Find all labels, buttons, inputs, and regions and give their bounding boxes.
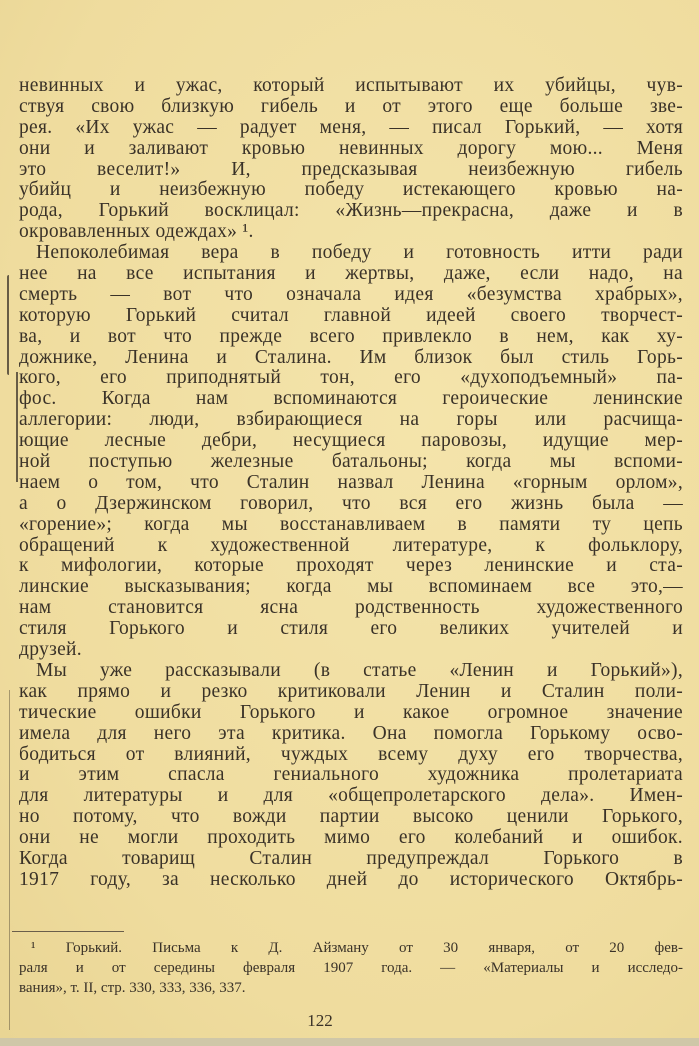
text-line: которую Горький считал главной идеей своего творчест- (19, 304, 683, 326)
text-line: стиля Горького и стиля его великих учителей и (19, 618, 683, 640)
text-line: нее на все испытания и жертвы, даже, если надо, на (19, 263, 683, 285)
margin-pencil-mark (16, 372, 18, 482)
text-line: обращений к художественной литературе, к фольклору, (19, 534, 683, 556)
text-line: рода, Горький восклицал: «Жизнь—прекрасна, даже и в (19, 200, 683, 222)
page-number: 122 (307, 1011, 333, 1030)
text-line: они и заливают кровью невинных дорогу мою... Меня (19, 137, 683, 159)
margin-pencil-mark (9, 690, 10, 1030)
text-line: ва, и вот что прежде всего привлекло в нем, как ху- (19, 325, 683, 347)
text-line: но потому, что вожди партии высоко ценили Горького, (19, 806, 683, 828)
text-line: 1917 году, за несколько дней до исторического Октябрь- (19, 868, 683, 890)
body-text (19, 76, 683, 891)
text-line: окровавленных одеждах» ¹. (19, 221, 254, 243)
text-line: Мы уже рассказывали (в статье «Ленин и Горький»), (36, 659, 683, 681)
text-line: «горение»; когда мы восстанавливаем в памяти ту цепь (19, 513, 683, 535)
text-line: тические ошибки Горького и какое огромное значение (19, 701, 683, 723)
text-line: ющие лесные дебри, несущиеся паровозы, идущие мер- (19, 430, 683, 452)
text-line: и этим спасла гениального художника пролетариата (19, 764, 683, 786)
text-line: Непоколебимая вера в победу и готовность итти ради (36, 242, 683, 264)
text-line: ствуя свою близкую гибель и от этого еще больше зве- (19, 95, 683, 117)
text-line: наем о том, что Сталин назвал Ленина «горным орлом», (19, 471, 683, 493)
text-line: линские высказывания; когда мы вспоминаем все это,— (19, 576, 683, 598)
footnote-line: ¹ Горький. Письма к Д. Айзману от 30 января, от 20 фев- (31, 940, 683, 956)
text-line: друзей. (19, 639, 82, 661)
text-line: они не могли проходить мимо его колебаний и ошибок. (19, 827, 683, 849)
text-line: нам становится ясна родственность художественного (19, 597, 683, 619)
text-line: рея. «Их ужас — радует меня, — писал Горький, — хотя (19, 116, 683, 138)
footnote-line: вания», т. II, стр. 330, 333, 336, 337. (19, 980, 246, 996)
text-line: дожнике, Ленина и Сталина. Им близок был стиль Горь- (19, 346, 683, 368)
text-line: смерть — вот что означала идея «безумства храбрых», (19, 283, 683, 305)
text-line: к мифологии, которые проходят через ленинские и ста- (19, 555, 683, 577)
text-line: ной поступью железные батальоны; когда мы вспоми- (19, 451, 683, 473)
text-line: для литературы и для «общепролетарского дела». Имен- (19, 785, 683, 807)
text-line: невинных и ужас, который испытывают их убийцы, чув- (19, 75, 683, 96)
text-line: а о Дзержинском говорил, что вся его жизнь была — (19, 492, 683, 514)
text-line: кого, его приподнятый тон, его «духоподъемный» па- (19, 367, 683, 389)
footnote-divider (12, 931, 124, 932)
text-line: это веселит!» И, предсказывая неизбежную гибель (19, 158, 683, 180)
footnote-line: раля и от середины февраля 1907 года. — «Материалы и исследо- (19, 960, 683, 976)
text-line: Когда товарищ Сталин предупреждал Горького в (19, 847, 683, 869)
text-line: имела для него эта критика. Она помогла Горькому осво- (19, 722, 683, 744)
text-line: бодиться от влияний, чуждых всему духу его творчества, (19, 743, 683, 765)
text-line: как прямо и резко критиковали Ленин и Сталин поли- (19, 680, 683, 702)
text-line: аллегории: люди, взбирающиеся на горы или расчища- (19, 409, 683, 431)
margin-pencil-mark (7, 275, 9, 375)
text-line: фос. Когда нам вспоминаются героические ленинские (19, 388, 683, 410)
footnote (19, 938, 683, 998)
text-line: убийц и неизбежную победу истекающего кровью на- (19, 179, 683, 201)
